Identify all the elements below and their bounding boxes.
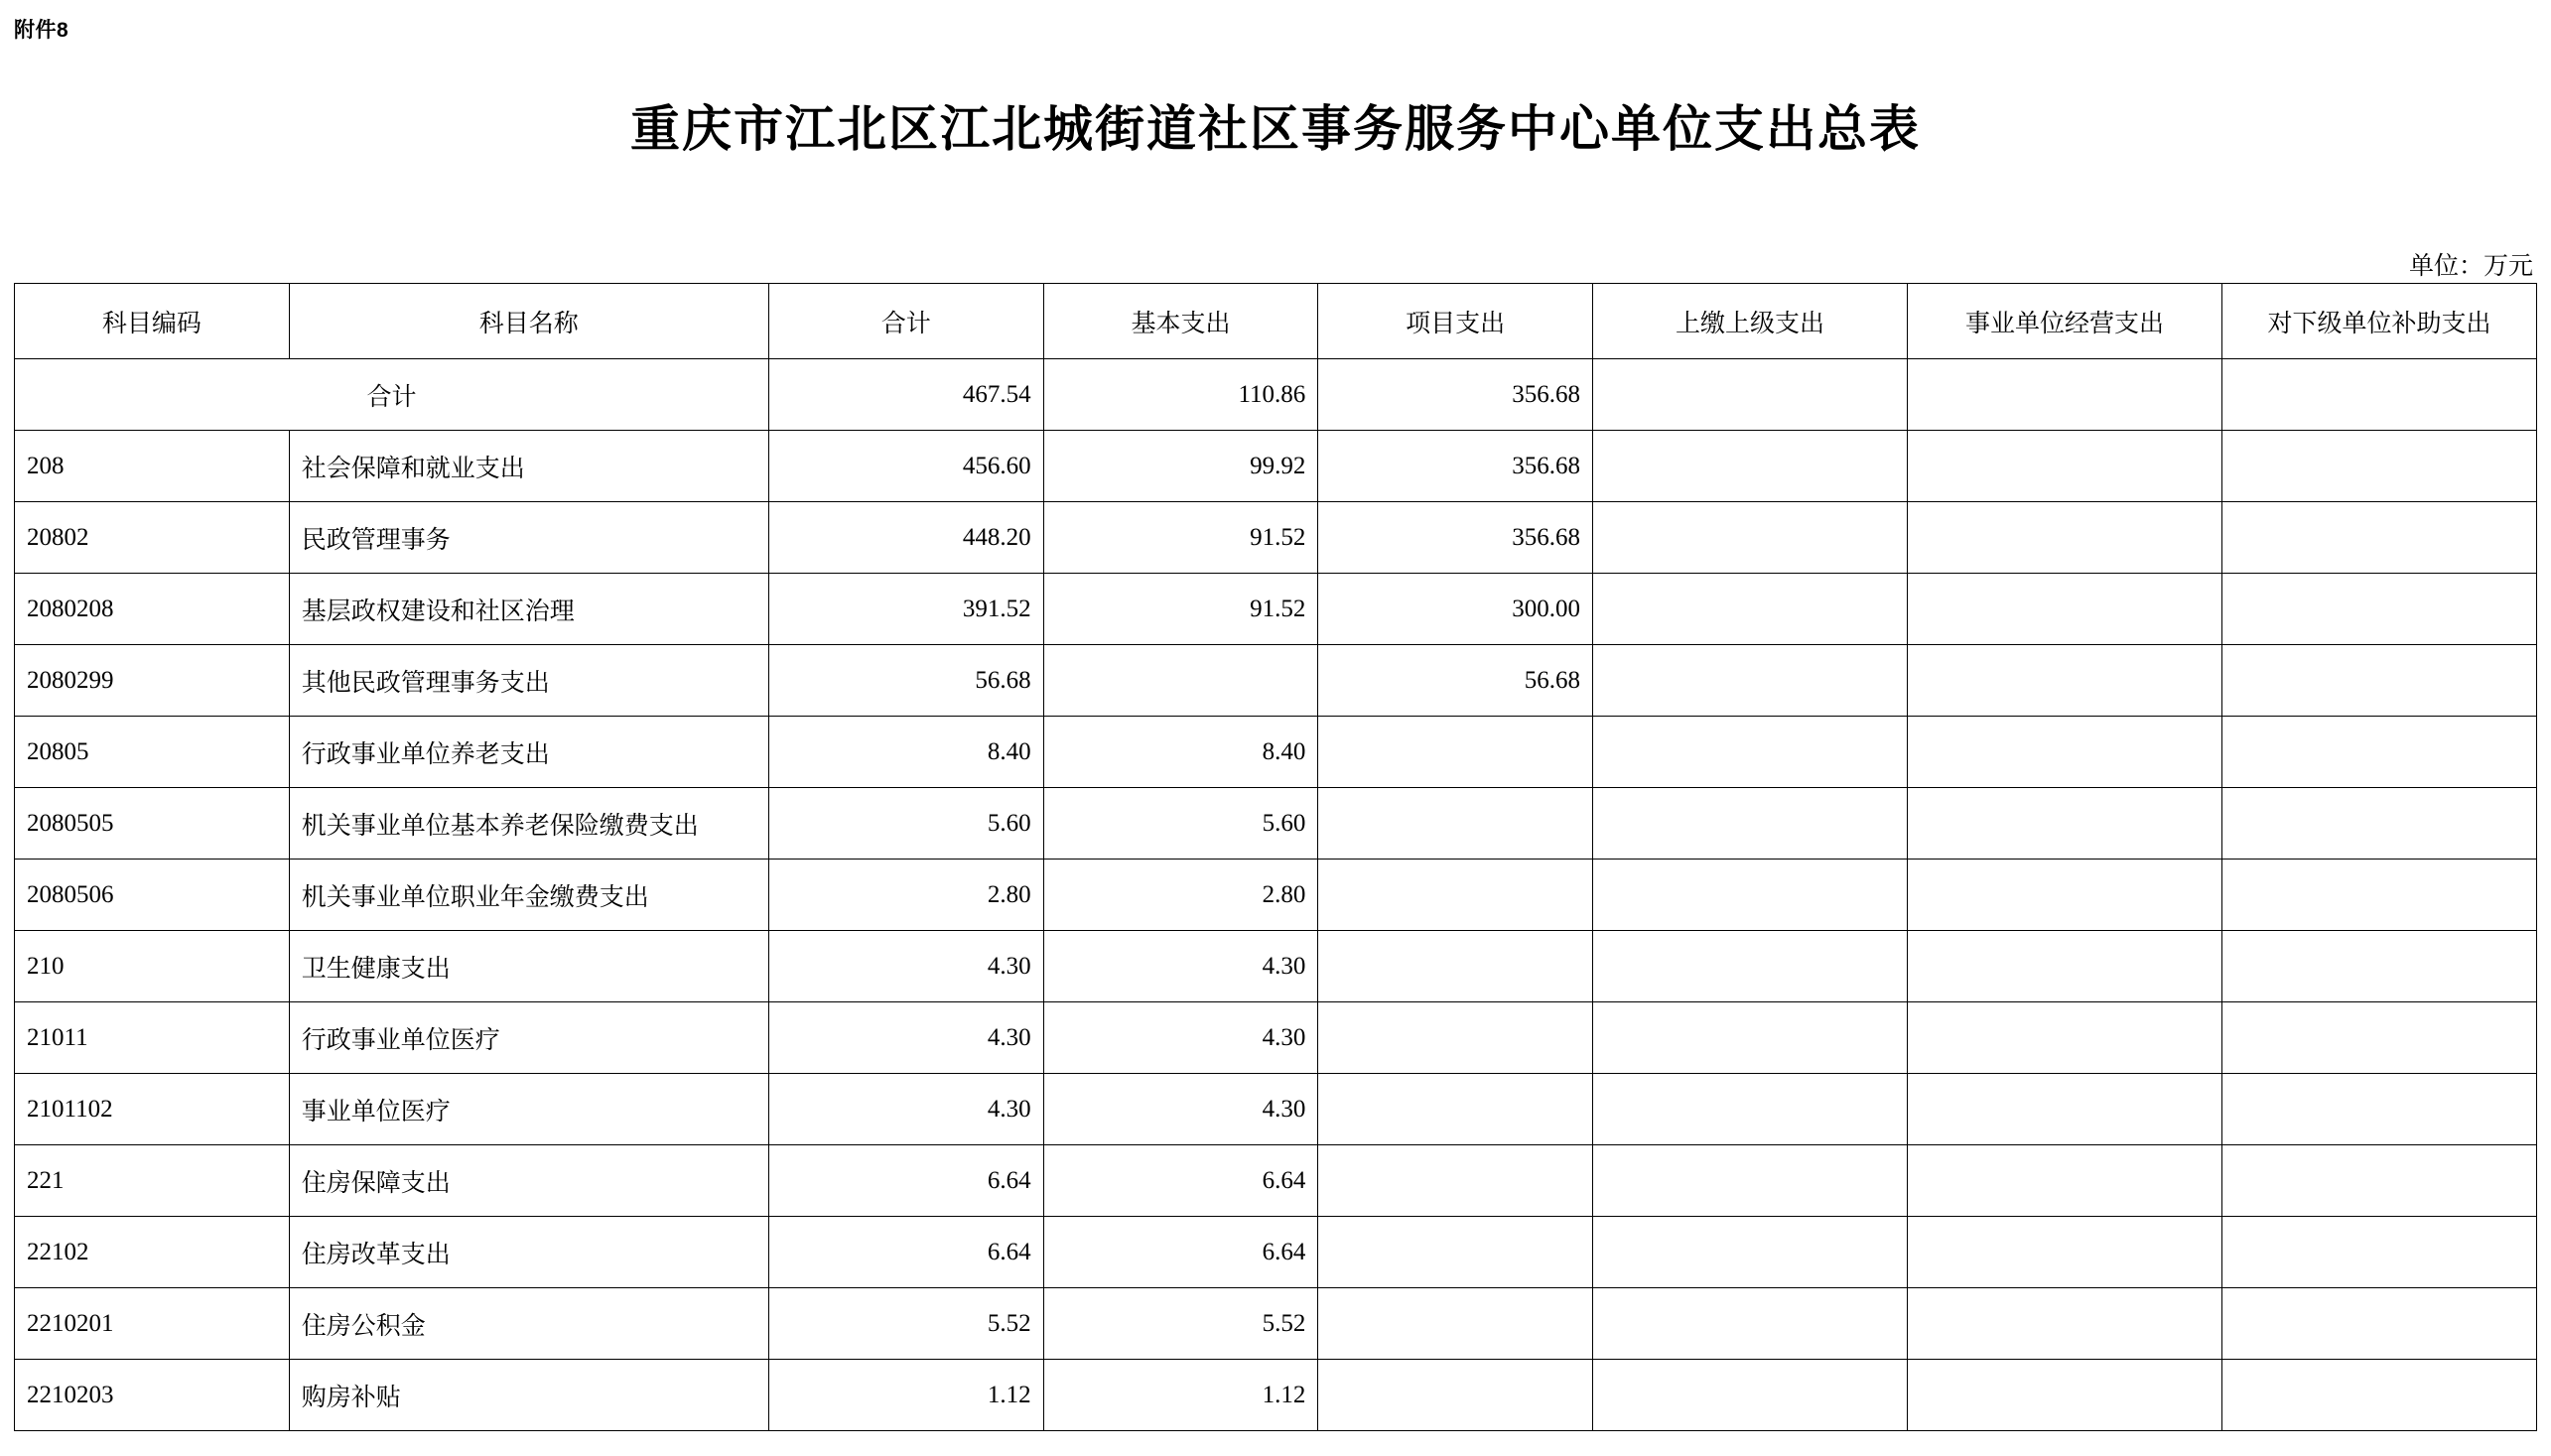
row-basic: 6.64 bbox=[1043, 1145, 1318, 1217]
row-operating bbox=[1907, 502, 2221, 574]
total-row-basic: 110.86 bbox=[1043, 359, 1318, 431]
row-subsidy bbox=[2221, 645, 2536, 717]
row-total: 456.60 bbox=[768, 431, 1043, 502]
row-total: 4.30 bbox=[768, 1002, 1043, 1074]
row-project: 300.00 bbox=[1318, 574, 1593, 645]
header-subsidy: 对下级单位补助支出 bbox=[2221, 284, 2536, 359]
header-code: 科目编码 bbox=[15, 284, 290, 359]
table-row bbox=[15, 931, 2537, 1002]
total-row-upper bbox=[1593, 359, 1908, 431]
table-row bbox=[15, 1074, 2537, 1145]
table-row bbox=[15, 788, 2537, 860]
row-total: 8.40 bbox=[768, 717, 1043, 788]
row-subsidy bbox=[2221, 860, 2536, 931]
row-name: 其他民政管理事务支出 bbox=[289, 645, 768, 717]
row-subsidy bbox=[2221, 1217, 2536, 1288]
row-basic: 99.92 bbox=[1043, 431, 1318, 502]
row-subsidy bbox=[2221, 717, 2536, 788]
page-title: 重庆市江北区江北城街道社区事务服务中心单位支出总表 bbox=[630, 101, 1921, 157]
row-subsidy bbox=[2221, 1145, 2536, 1217]
row-upper bbox=[1593, 788, 1908, 860]
row-operating bbox=[1907, 1074, 2221, 1145]
table-body bbox=[15, 359, 2537, 1431]
row-operating bbox=[1907, 1002, 2221, 1074]
row-basic: 4.30 bbox=[1043, 931, 1318, 1002]
row-code: 221 bbox=[15, 1145, 290, 1217]
table-row bbox=[15, 860, 2537, 931]
row-total: 6.64 bbox=[768, 1145, 1043, 1217]
header-project: 项目支出 bbox=[1318, 284, 1593, 359]
header-name: 科目名称 bbox=[289, 284, 768, 359]
row-operating bbox=[1907, 931, 2221, 1002]
row-upper bbox=[1593, 1360, 1908, 1431]
row-total: 4.30 bbox=[768, 931, 1043, 1002]
row-basic: 6.64 bbox=[1043, 1217, 1318, 1288]
row-upper bbox=[1593, 1217, 1908, 1288]
row-name: 事业单位医疗 bbox=[289, 1074, 768, 1145]
row-basic: 4.30 bbox=[1043, 1074, 1318, 1145]
row-project: 56.68 bbox=[1318, 645, 1593, 717]
row-subsidy bbox=[2221, 1002, 2536, 1074]
row-name: 住房保障支出 bbox=[289, 1145, 768, 1217]
row-upper bbox=[1593, 931, 1908, 1002]
row-operating bbox=[1907, 1145, 2221, 1217]
row-operating bbox=[1907, 1217, 2221, 1288]
total-row-subsidy bbox=[2221, 359, 2536, 431]
row-name: 行政事业单位养老支出 bbox=[289, 717, 768, 788]
row-project bbox=[1318, 1360, 1593, 1431]
row-upper bbox=[1593, 1145, 1908, 1217]
row-code: 2101102 bbox=[15, 1074, 290, 1145]
row-operating bbox=[1907, 860, 2221, 931]
row-code: 210 bbox=[15, 931, 290, 1002]
row-basic bbox=[1043, 645, 1318, 717]
row-total: 5.52 bbox=[768, 1288, 1043, 1360]
row-project bbox=[1318, 1002, 1593, 1074]
row-subsidy bbox=[2221, 1360, 2536, 1431]
row-name: 机关事业单位职业年金缴费支出 bbox=[289, 860, 768, 931]
total-row-project: 356.68 bbox=[1318, 359, 1593, 431]
header-basic: 基本支出 bbox=[1043, 284, 1318, 359]
row-code: 2080208 bbox=[15, 574, 290, 645]
row-code: 2080505 bbox=[15, 788, 290, 860]
row-upper bbox=[1593, 574, 1908, 645]
row-project: 356.68 bbox=[1318, 431, 1593, 502]
row-basic: 91.52 bbox=[1043, 502, 1318, 574]
table-row bbox=[15, 502, 2537, 574]
row-upper bbox=[1593, 1288, 1908, 1360]
row-code: 2210201 bbox=[15, 1288, 290, 1360]
row-total: 6.64 bbox=[768, 1217, 1043, 1288]
table-row bbox=[15, 1002, 2537, 1074]
row-name: 社会保障和就业支出 bbox=[289, 431, 768, 502]
row-project: 356.68 bbox=[1318, 502, 1593, 574]
row-total: 4.30 bbox=[768, 1074, 1043, 1145]
table-row bbox=[15, 574, 2537, 645]
row-name: 基层政权建设和社区治理 bbox=[289, 574, 768, 645]
table-row bbox=[15, 1217, 2537, 1288]
row-project bbox=[1318, 1145, 1593, 1217]
total-row-operating bbox=[1907, 359, 2221, 431]
row-basic: 5.52 bbox=[1043, 1288, 1318, 1360]
table-row bbox=[15, 1288, 2537, 1360]
row-total: 2.80 bbox=[768, 860, 1043, 931]
row-upper bbox=[1593, 717, 1908, 788]
row-total: 391.52 bbox=[768, 574, 1043, 645]
row-operating bbox=[1907, 645, 2221, 717]
row-project bbox=[1318, 860, 1593, 931]
row-operating bbox=[1907, 431, 2221, 502]
row-subsidy bbox=[2221, 1074, 2536, 1145]
table-row bbox=[15, 717, 2537, 788]
row-subsidy bbox=[2221, 788, 2536, 860]
row-subsidy bbox=[2221, 431, 2536, 502]
row-name: 民政管理事务 bbox=[289, 502, 768, 574]
row-operating bbox=[1907, 788, 2221, 860]
row-operating bbox=[1907, 574, 2221, 645]
row-total: 5.60 bbox=[768, 788, 1043, 860]
total-row-total: 467.54 bbox=[768, 359, 1043, 431]
row-project bbox=[1318, 1288, 1593, 1360]
row-basic: 2.80 bbox=[1043, 860, 1318, 931]
row-name: 机关事业单位基本养老保险缴费支出 bbox=[289, 788, 768, 860]
row-basic: 91.52 bbox=[1043, 574, 1318, 645]
header-row bbox=[15, 284, 2537, 359]
row-code: 20802 bbox=[15, 502, 290, 574]
row-basic: 5.60 bbox=[1043, 788, 1318, 860]
header-operating: 事业单位经营支出 bbox=[1907, 284, 2221, 359]
header-total: 合计 bbox=[768, 284, 1043, 359]
row-code: 208 bbox=[15, 431, 290, 502]
total-row-label: 合计 bbox=[15, 359, 769, 431]
row-basic: 8.40 bbox=[1043, 717, 1318, 788]
row-upper bbox=[1593, 1074, 1908, 1145]
row-total: 1.12 bbox=[768, 1360, 1043, 1431]
row-code: 20805 bbox=[15, 717, 290, 788]
unit-note: 单位：万元 bbox=[2408, 253, 2533, 280]
row-project bbox=[1318, 1074, 1593, 1145]
table-row bbox=[15, 431, 2537, 502]
row-basic: 1.12 bbox=[1043, 1360, 1318, 1431]
row-upper bbox=[1593, 431, 1908, 502]
row-project bbox=[1318, 931, 1593, 1002]
row-code: 2210203 bbox=[15, 1360, 290, 1431]
attachment-label: 附件8 bbox=[14, 19, 69, 42]
row-project bbox=[1318, 1217, 1593, 1288]
table-row bbox=[15, 1360, 2537, 1431]
row-operating bbox=[1907, 717, 2221, 788]
row-basic: 4.30 bbox=[1043, 1002, 1318, 1074]
table-row bbox=[15, 645, 2537, 717]
row-operating bbox=[1907, 1360, 2221, 1431]
row-name: 购房补贴 bbox=[289, 1360, 768, 1431]
row-project bbox=[1318, 788, 1593, 860]
row-subsidy bbox=[2221, 1288, 2536, 1360]
row-upper bbox=[1593, 1002, 1908, 1074]
row-name: 卫生健康支出 bbox=[289, 931, 768, 1002]
table-row-total bbox=[15, 359, 2537, 431]
header-upper: 上缴上级支出 bbox=[1593, 284, 1908, 359]
row-project bbox=[1318, 717, 1593, 788]
row-upper bbox=[1593, 502, 1908, 574]
row-code: 2080506 bbox=[15, 860, 290, 931]
row-total: 448.20 bbox=[768, 502, 1043, 574]
row-code: 22102 bbox=[15, 1217, 290, 1288]
row-upper bbox=[1593, 645, 1908, 717]
row-operating bbox=[1907, 1288, 2221, 1360]
row-subsidy bbox=[2221, 931, 2536, 1002]
row-code: 21011 bbox=[15, 1002, 290, 1074]
row-name: 住房公积金 bbox=[289, 1288, 768, 1360]
expenditure-table bbox=[14, 283, 2537, 1431]
row-code: 2080299 bbox=[15, 645, 290, 717]
row-total: 56.68 bbox=[768, 645, 1043, 717]
row-subsidy bbox=[2221, 574, 2536, 645]
row-upper bbox=[1593, 860, 1908, 931]
table-header bbox=[15, 284, 2537, 359]
table-row bbox=[15, 1145, 2537, 1217]
row-name: 住房改革支出 bbox=[289, 1217, 768, 1288]
row-name: 行政事业单位医疗 bbox=[289, 1002, 768, 1074]
row-subsidy bbox=[2221, 502, 2536, 574]
